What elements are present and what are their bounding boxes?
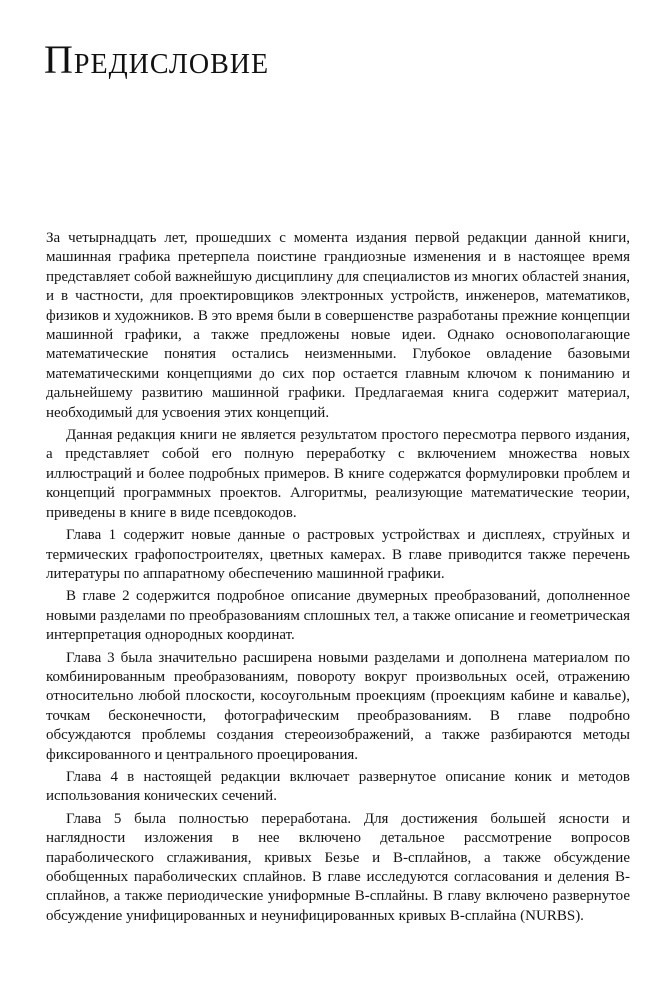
paragraph-chapter-2: В главе 2 содержится подробное описание двумерных преобразований, дополненное новыми разделами по преобразованиям сплошных тел, а также описание и геометрическая интерпретация однородных координат.: [46, 588, 630, 644]
page-title: Предисловие: [44, 37, 270, 82]
paragraph-chapter-5: Глава 5 была полностью переработана. Для достижения большей ясности и наглядности изложения в нее включено детальное рассмотрение вопросов параболического сглаживания, кривых Безье и B-сплайнов, а также обсуждение обобщенных параболических сплайнов. В главе исследуются согласования и деления B-сплайнов, а также периодические униформные B-сплайны. В главу включено развернутое обсуждение унифицированных и неунифицированных кривых B-сплайна (NURBS).: [46, 810, 630, 924]
paragraph-chapter-4: Глава 4 в настоящей редакции включает развернутое описание коник и методов использования конических сечений.: [46, 768, 630, 805]
paragraph-chapter-1: Глава 1 содержит новые данные о растровых устройствах и дисплеях, струйных и термических графопостроителях, цветных камерах. В главе приводится также перечень литературы по аппаратному обеспечению машинной графики.: [46, 527, 630, 582]
paragraph-chapter-3: Глава 3 была значительно расширена новыми разделами и дополнена материалом по комбинированным преобразованиям, повороту вокруг произвольных осей, отражению относительно любой плоскости, косоугольным проекциям (проекциям кабине и кавалье), точкам бесконечности, фотографическим преобразованиям. В главе подробно обсуждаются проблемы создания стереоизображений, а также разбираются методы фиксированного и центрального проецирования.: [46, 649, 630, 763]
preface-body: [46, 229, 630, 926]
paragraph-edition: Данная редакция книги не является результатом простого пересмотра первого издания, а представляет собой его полную переработку с включением множества новых иллюстраций и более подробных примеров. В книге содержатся формулировки проблем и концепций программных проектов. Алгоритмы, реализующие математические теории, приведены в книге в виде псевдокодов.: [46, 427, 630, 521]
paragraph-intro: За четырнадцать лет, прошедших с момента издания первой редакции данной книги, машинная графика претерпела поистине грандиозные изменения и в настоящее время представляет собой важнейшую дисциплину для специалистов из многих областей знания, и в частности, для проектировщиков электронных устройств, инженеров, математиков, физиков и художников. В это время были в совершенстве разработаны прежние концепции машинной графики, а также предложены новые идеи. Однако основополагающие математические понятия остались неизменными. Глубокое овладение базовыми математическими концепциями до сих пор остается главным ключом к пониманию и дальнейшему развитию машинной графики. Предлагаемая книга содержит материал, необходимый для усвоения этих концепций.: [46, 230, 630, 421]
